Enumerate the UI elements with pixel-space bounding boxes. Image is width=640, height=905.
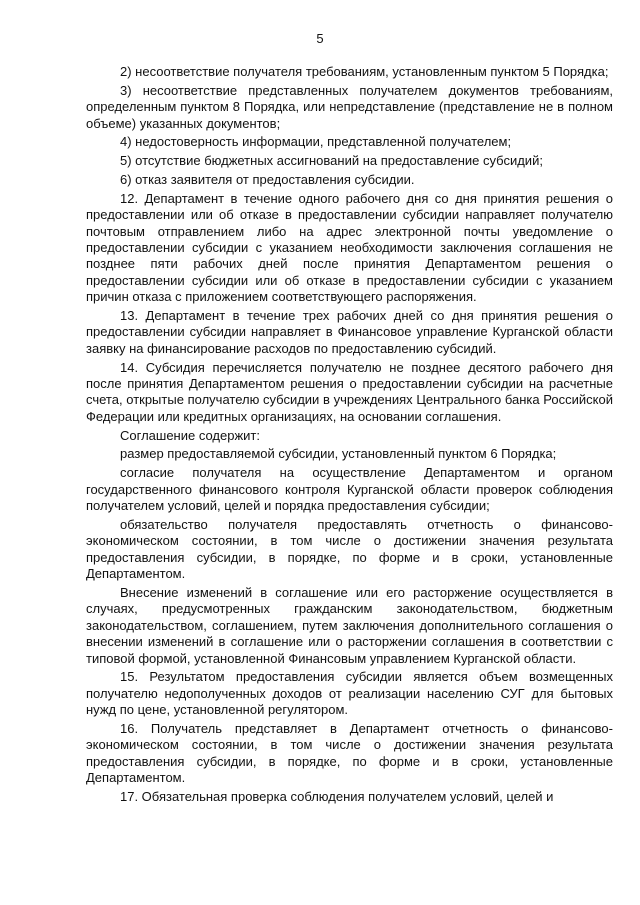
paragraph-item-2-condition: 2) несоответствие получателя требованиям, установленным пунктом 5 Порядка; (120, 64, 609, 79)
paragraph-clause-12: 12. Департамент в течение одного рабочего дня со дня принятия решения о предоставлении или об отказе в предоставлении субсидии направляет получателю почтовым отправлением либо на адрес электронной почты уведомление о предоставлении субсидии с указанием необходимости заключения соглашения не позднее пяти рабочих дней после принятия Департаментом решения о предоставлении субсидии или об отказе в предоставлении субсидии с указанием причин отказа с приложением соответствующего распоряжения. (86, 190, 613, 305)
paragraph-agreement-subsidy-size: размер предоставляемой субсидии, установленный пунктом 6 Порядка; (120, 446, 557, 462)
paragraph-clause-15: 15. Результатом предоставления субсидии является объем возмещенных получателю недополученных доходов от реализации населению СУГ для бытовых нужд по цене, установленной регулятором. (86, 669, 613, 718)
paragraph-clause-14: 14. Субсидия перечисляется получателю не позднее десятого рабочего дня после принятия Департаментом решения о предоставлении субсидии на расчетные счета, открытые получателю субсидии в учреждениях Центрального банка Российской Федерации или кредитных организациях, на основании соглашения. (86, 359, 613, 424)
document-body (86, 64, 613, 808)
paragraph-agreement-obligation: обязательство получателя предоставлять отчетность о финансово-экономическом состоянии, в том числе о достижении значения результата предоставления субсидии, в порядке, по форме и в сроки, установленные Департаментом. (86, 516, 613, 582)
paragraph-agreement-contents-heading: Соглашение содержит: (120, 427, 260, 443)
page-number: 5 (316, 31, 324, 46)
paragraph-agreement-consent: согласие получателя на осуществление Департаментом и органом государственного финансового контроля Курганской области проверок соблюдения получателем условий, целей и порядка предоставления субсидии; (86, 465, 613, 514)
paragraph-item-5-condition: 5) отсутствие бюджетных ассигнований на предоставление субсидий; (120, 153, 543, 169)
paragraph-clause-17: 17. Обязательная проверка соблюдения получателем условий, целей и (120, 788, 554, 804)
paragraph-item-6-condition: 6) отказ заявителя от предоставления субсидии. (120, 172, 415, 187)
paragraph-item-3-condition: 3) несоответствие представленных получателем документов требованиям, определенным пунктом 8 Порядка, или непредставление (представление не в полном объеме) указанных документов; (86, 82, 613, 131)
paragraph-item-4-condition: 4) недостоверность информации, представленной получателем; (120, 134, 512, 150)
paragraph-clause-13: 13. Департамент в течение трех рабочих дней со дня принятия решения о предоставлении субсидии направляет в Финансовое управление Курганской области заявку на финансирование расходов по предоставлению субсидий. (86, 308, 613, 356)
paragraph-agreement-amendments: Внесение изменений в соглашение или его расторжение осуществляется в случаях, предусмотренных гражданским законодательством, бюджетным законодательством, соглашением, путем заключения дополнительного соглашения о внесении изменений в соглашение или о расторжении соглашения в соответствии с типовой формой, установленной Финансовым управлением Курганской области. (86, 584, 613, 666)
paragraph-clause-16: 16. Получатель представляет в Департамент отчетность о финансово-экономическом состоянии, в том числе о достижении значения результата предоставления субсидии, в порядке, по форме и в сроки, установленные Департаментом. (86, 720, 613, 786)
